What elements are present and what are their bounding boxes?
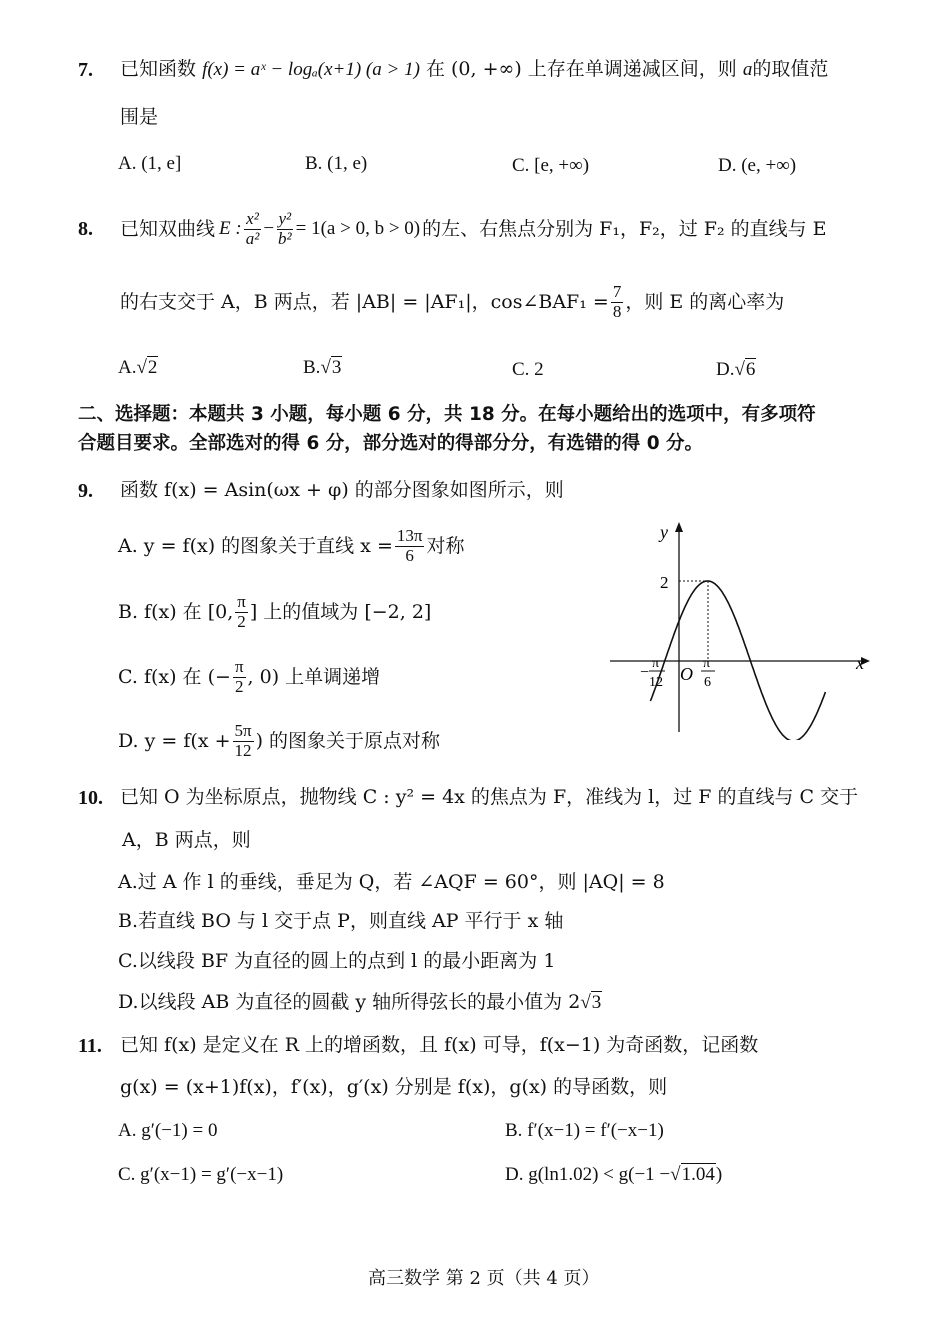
q8-frac-num: 7 bbox=[612, 281, 622, 301]
q9-frac-num: π bbox=[234, 656, 244, 676]
origin-label: O bbox=[680, 664, 693, 684]
y-axis-label: y bbox=[660, 522, 668, 542]
q8-stem-text: 的左、右焦点分别为 F₁，F₂，过 F₂ 的直线与 E bbox=[422, 217, 827, 240]
q7-number: 7. bbox=[78, 59, 93, 81]
q11-option-text: ) bbox=[715, 1164, 723, 1185]
q9-sine-graph bbox=[600, 512, 890, 740]
q11-option-b: B. f′(x−1) = f′(−x−1) bbox=[505, 1120, 664, 1141]
q9-option-text: C. f(x) 在 (− bbox=[118, 665, 231, 688]
q10-option-c: C.以线段 BF 为直径的圆上的点到 l 的最小距离为 1 bbox=[118, 950, 556, 972]
q8-option-label: D. bbox=[716, 359, 735, 380]
q7-variable: a bbox=[742, 59, 753, 80]
x-tick-left-num: π bbox=[652, 656, 660, 671]
q8-option-label: B. bbox=[303, 357, 321, 378]
q9-stem: 函数 f(x) = Asin(ωx + φ) 的部分图象如图所示，则 bbox=[120, 479, 564, 501]
q8-frac-den: b² bbox=[278, 228, 292, 248]
q10-stem-line1: 已知 O 为坐标原点，抛物线 C : y² = 4x 的焦点为 F，准线为 l，过 F 的直线与 C 交于 bbox=[120, 786, 859, 808]
q8-frac-num: x² bbox=[246, 208, 259, 228]
x-tick-right-den: 6 bbox=[704, 675, 711, 690]
q10-option-radicand: 3 bbox=[591, 992, 602, 1013]
q8-option-b: B.√3 bbox=[303, 357, 342, 378]
q7-option-a: A. (1, e] bbox=[118, 153, 182, 174]
q9-frac-num: π bbox=[237, 591, 246, 611]
q9-option-a bbox=[118, 521, 464, 571]
q11-option-c: C. g′(x−1) = g′(−x−1) bbox=[118, 1164, 284, 1185]
q10-stem-line2: A，B 两点，则 bbox=[122, 829, 251, 851]
q9-frac-den: 2 bbox=[237, 611, 246, 631]
q9-frac-num: 5π bbox=[234, 720, 252, 740]
q9-frac-den: 12 bbox=[234, 740, 252, 760]
q7-option-d: D. (e, +∞) bbox=[718, 155, 797, 176]
x-tick-right-num: π bbox=[703, 656, 711, 671]
q9-option-text: , 0) 上单调递增 bbox=[247, 665, 381, 688]
q8-fraction-y bbox=[276, 210, 294, 248]
q7-stem-text: 已知函数 bbox=[120, 58, 197, 80]
y-tick-label: 2 bbox=[660, 573, 669, 592]
q8-option-d: D.√6 bbox=[716, 359, 756, 380]
q8-option-value: 2 bbox=[147, 357, 158, 378]
q8-stem-text: 的右支交于 A，B 两点，若 |AB| = |AF₁|，cos∠BAF₁ = bbox=[120, 290, 609, 313]
q9-option-text: D. y = f(x + bbox=[118, 729, 231, 752]
q8-stem-line1: 已知双曲线 E : $\frac{\text{x²}}{\text{a²}}$ − $\frac{\text{y²}}{\text{b²}}$ = 1(a > 0, b > 0) 的左、右焦点分别为 F₁，F₂，过 F₂ 的直线与 E bbox=[120, 208, 827, 248]
q8-stem-text: 已知双曲线 bbox=[120, 217, 216, 240]
q7-stem-line2: 围是 bbox=[120, 106, 159, 128]
q10-option-b: B.若直线 BO 与 l 交于点 P，则直线 AP 平行于 x 轴 bbox=[118, 910, 564, 932]
q7-stem-text: 的取值范 bbox=[752, 58, 829, 80]
x-tick-left-sign: − bbox=[640, 664, 650, 681]
q7-stem-line1 bbox=[120, 58, 828, 82]
q11-option-text: D. g(ln1.02) < g(−1 − bbox=[505, 1164, 671, 1185]
q8-number: 8. bbox=[78, 218, 93, 240]
x-tick-left-den: 12 bbox=[649, 675, 663, 690]
y-axis-arrow-icon bbox=[675, 522, 683, 532]
q9-option-text: 对称 bbox=[426, 534, 465, 557]
q10-option-d: D.以线段 AB 为直径的圆截 y 轴所得弦长的最小值为 2√3 bbox=[118, 991, 602, 1013]
q9-option-text: ) 的图象关于原点对称 bbox=[255, 729, 441, 752]
q11-option-radicand: 1.04 bbox=[681, 1164, 715, 1185]
q9-option-c bbox=[118, 652, 380, 702]
q9-frac-den: 2 bbox=[234, 676, 244, 696]
q8-frac-den: 8 bbox=[612, 301, 622, 321]
q7-option-c: C. [e, +∞) bbox=[512, 155, 590, 176]
q11-option-a: A. g′(−1) = 0 bbox=[118, 1120, 218, 1141]
q8-option-a: A.√2 bbox=[118, 357, 158, 378]
q11-option-d: D. g(ln1.02) < g(−1 −√1.04) bbox=[505, 1164, 723, 1185]
q9-frac-den: 6 bbox=[405, 545, 414, 565]
q9-option-fraction bbox=[395, 527, 425, 565]
q8-frac-num: y² bbox=[278, 208, 292, 228]
q9-option-text: ] 上的值域为 [−2, 2] bbox=[249, 600, 432, 623]
q8-condition: = 1(a > 0, b > 0) bbox=[295, 217, 421, 239]
q9-option-b bbox=[118, 587, 431, 637]
q8-stem-line2 bbox=[120, 274, 784, 330]
q9-option-text: A. y = f(x) 的图象关于直线 x = bbox=[118, 534, 393, 557]
q8-stem-text: ，则 E 的离心率为 bbox=[625, 290, 785, 313]
q9-frac-num: 13π bbox=[396, 525, 423, 545]
q8-fraction-x bbox=[244, 210, 262, 248]
q7-option-b: B. (1, e) bbox=[305, 153, 368, 174]
q8-option-value: 6 bbox=[745, 359, 756, 380]
q9-option-fraction bbox=[233, 658, 246, 696]
section2-instructions-line2: 合题目要求。全部选对的得 6 分，部分选对的得部分分，有选错的得 0 分。 bbox=[78, 433, 704, 454]
x-axis-label: x bbox=[856, 653, 864, 673]
q11-number: 11. bbox=[78, 1035, 102, 1057]
q10-number: 10. bbox=[78, 787, 103, 809]
q9-option-text: B. f(x) 在 [0, bbox=[118, 600, 234, 623]
q10-option-text: D.以线段 AB 为直径的圆截 y 轴所得弦长的最小值为 2 bbox=[118, 991, 581, 1013]
q9-option-d bbox=[118, 716, 440, 766]
q9-option-fraction bbox=[233, 722, 254, 760]
q10-option-a: A.过 A 作 l 的垂线，垂足为 Q，若 ∠AQF = 60°，则 |AQ| = 8 bbox=[118, 871, 665, 893]
q11-stem-line2: g(x) = (x+1)f(x)，f′(x)，g′(x) 分别是 f(x)，g(x) 的导函数，则 bbox=[120, 1076, 668, 1098]
q7-stem-text: 在 (0, +∞) 上存在单调递减区间，则 bbox=[425, 58, 737, 80]
q8-option-label: A. bbox=[118, 357, 137, 378]
q8-frac-den: a² bbox=[245, 228, 260, 248]
section2-instructions-line1: 二、选择题：本题共 3 小题，每小题 6 分，共 18 分。在每小题给出的选项中，有多项符 bbox=[78, 404, 816, 425]
q9-number: 9. bbox=[78, 480, 93, 502]
q8-option-c: C. 2 bbox=[512, 359, 544, 380]
page-footer: 高三数学 第 2 页（共 4 页） bbox=[368, 1268, 600, 1289]
q11-stem-line1: 已知 f(x) 是定义在 R 上的增函数，且 f(x) 可导，f(x−1) 为奇函数，记函数 bbox=[120, 1034, 759, 1056]
q9-option-fraction bbox=[235, 593, 248, 631]
q7-function: f(x) = aˣ − logₐ(x+1) (a > 1) bbox=[202, 59, 420, 80]
q8-fraction-cos bbox=[611, 283, 624, 321]
q8-option-value: 3 bbox=[331, 357, 342, 378]
q8-curve-name: E : bbox=[219, 217, 242, 239]
